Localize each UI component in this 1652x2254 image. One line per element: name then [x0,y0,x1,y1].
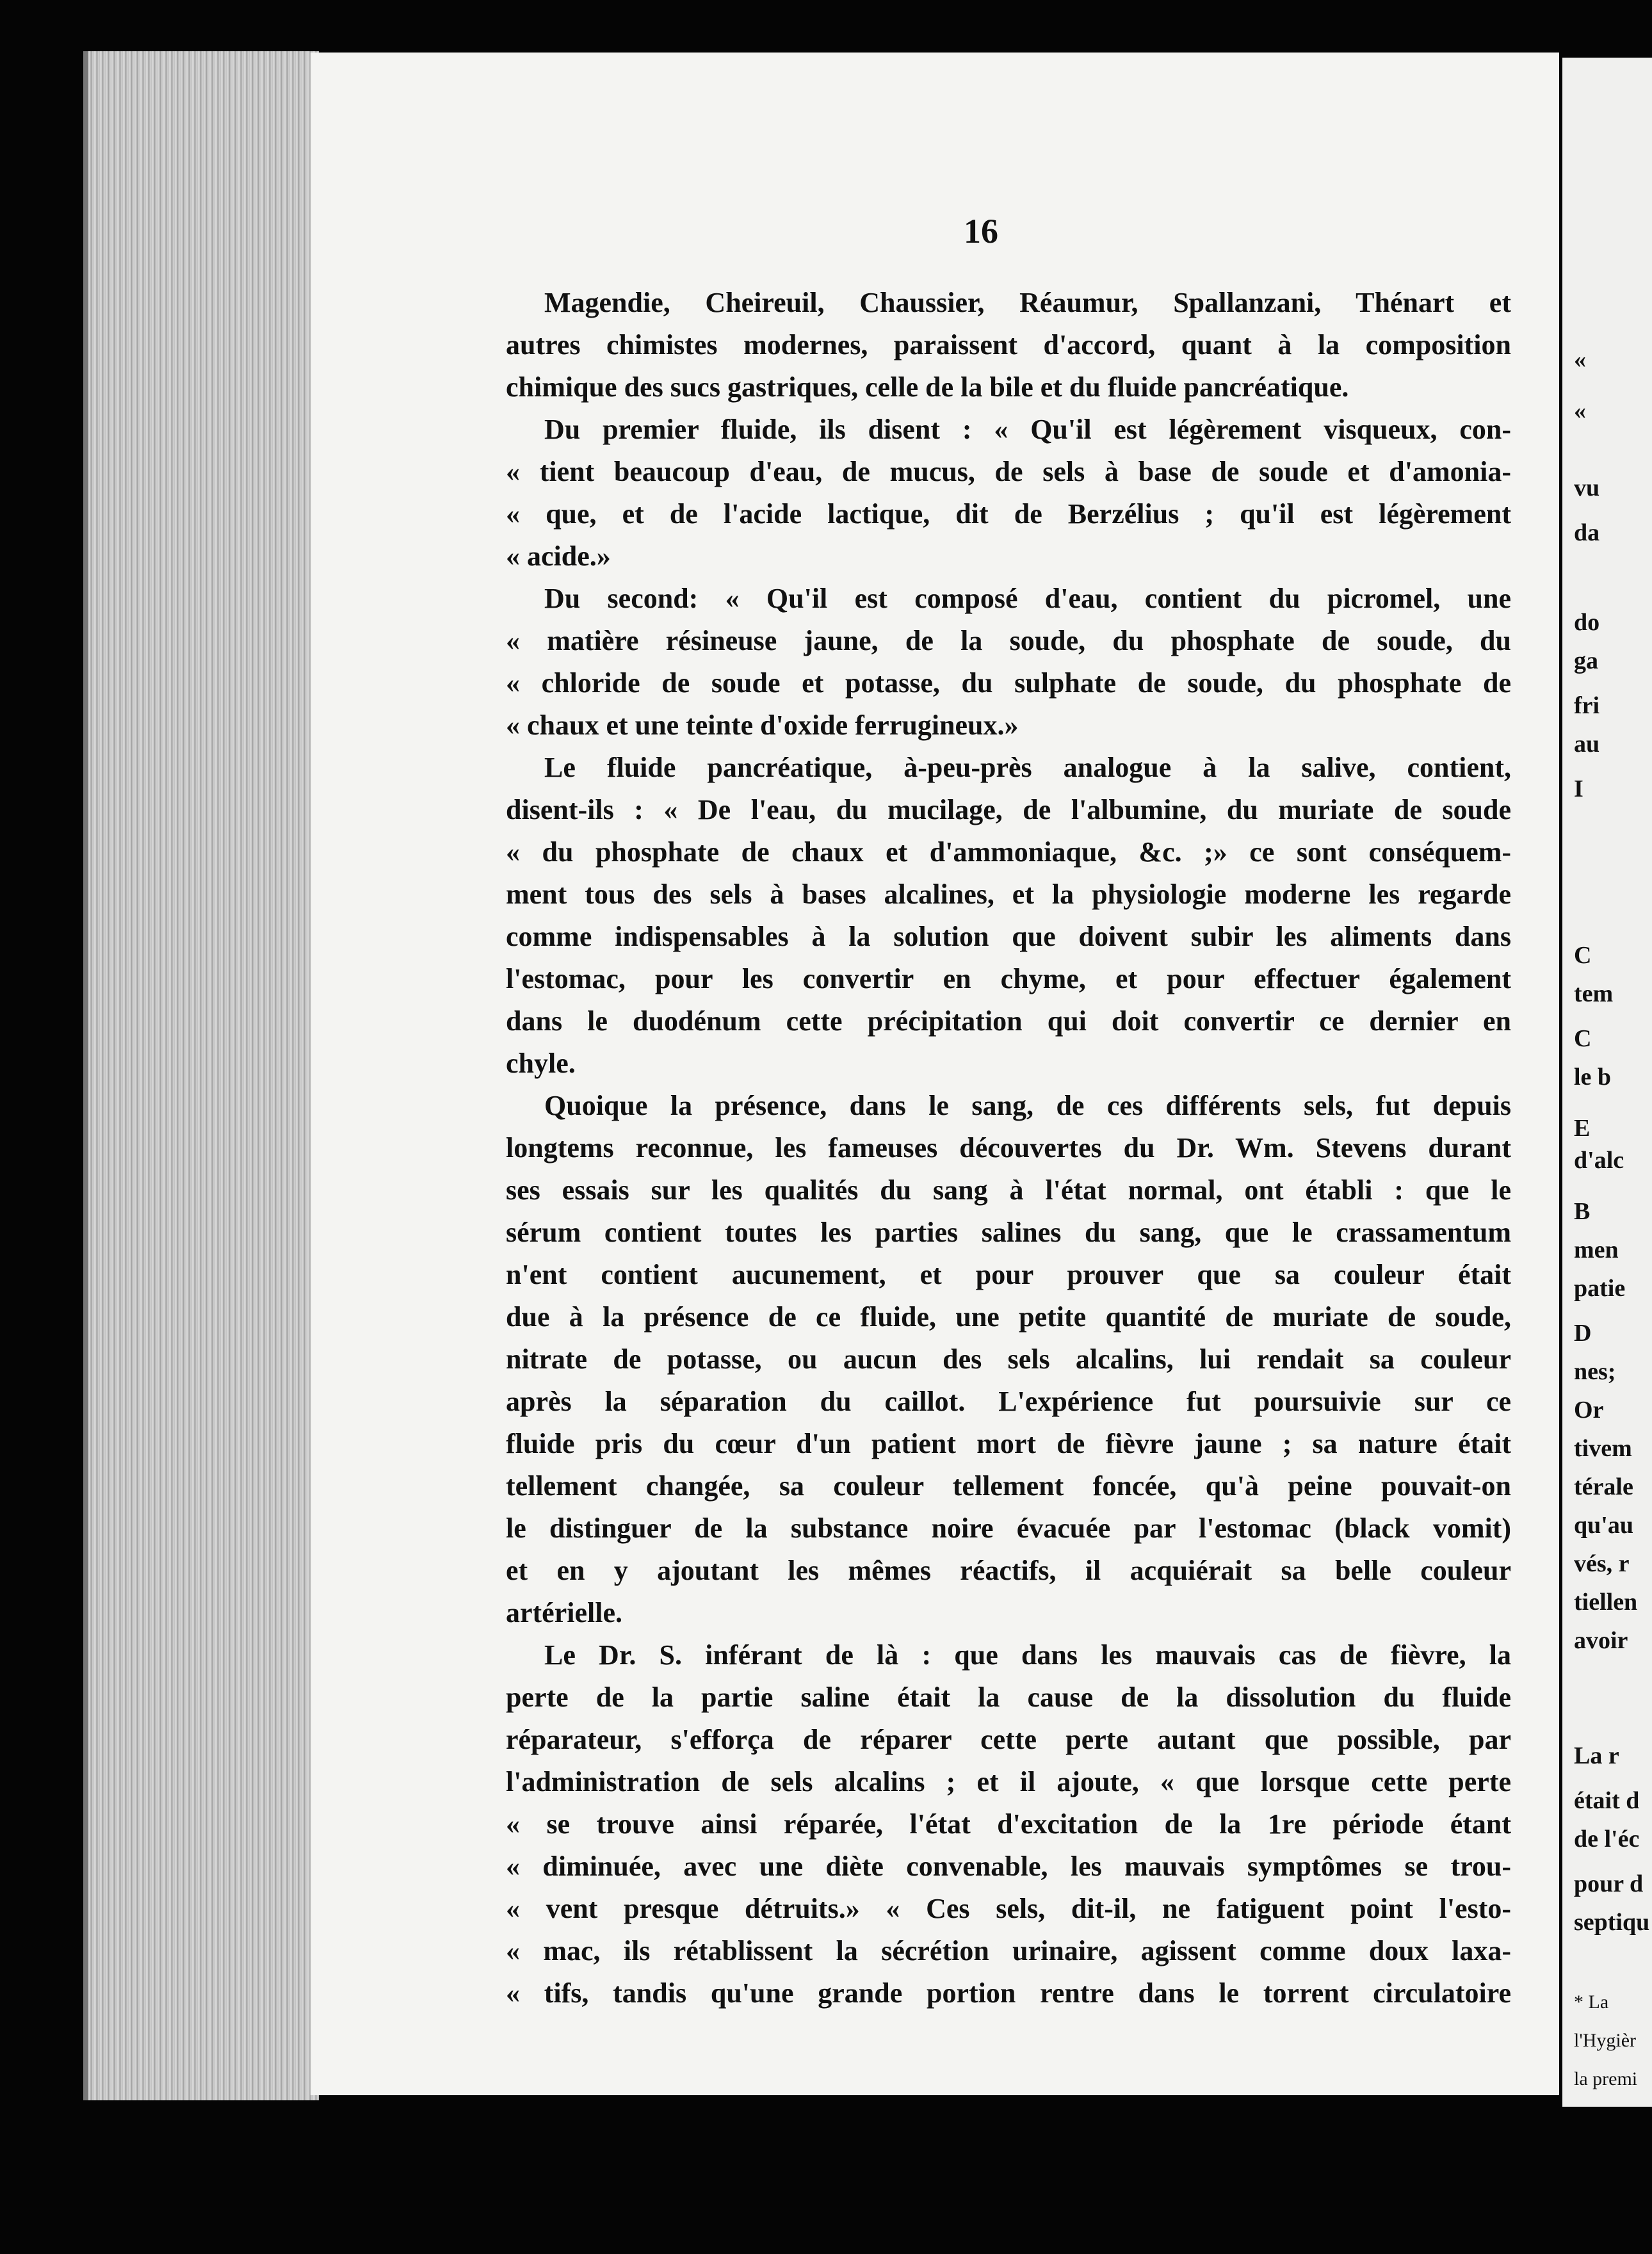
text-line: « matière résineuse jaune, de la soude, du phosphate de soude, du [506,625,1511,656]
right-page-text-fragment: l'Hygièr [1574,2030,1637,2051]
text-line: Quoique la présence, dans le sang, de ces différents sels, fut depuis [544,1090,1511,1121]
right-page-text-fragment: La r [1574,1742,1619,1769]
right-page-text-fragment: fri [1574,692,1600,719]
text-line: longtems reconnue, les fameuses découvertes du Dr. Wm. Stevens durant [506,1132,1511,1163]
right-page-text-fragment: avoir [1574,1627,1628,1654]
right-page-text-fragment: qu'au [1574,1512,1633,1539]
right-page-text-fragment: « [1574,346,1586,373]
text-line: Le Dr. S. inférant de là : que dans les mauvais cas de fièvre, la [544,1639,1511,1671]
right-page-text-fragment: * La [1574,1991,1609,2013]
text-line: chimique des sucs gastriques, celle de la bile et du fluide pancréatique. [506,371,1349,403]
text-line: « chloride de soude et potasse, du sulphate de soude, du phosphate de [506,667,1511,699]
text-line: et en y ajoutant les mêmes réactifs, il acquiérait sa belle couleur [506,1555,1511,1586]
text-line: ment tous des sels à bases alcalines, et la physiologie moderne les regarde [506,879,1511,910]
right-page-text-fragment: « [1574,398,1586,425]
right-page-text-fragment: la premi [1574,2068,1638,2089]
text-line: tellement changée, sa couleur tellement foncée, qu'à peine pouvait-on [506,1470,1511,1502]
right-page-text-fragment: C [1574,942,1592,969]
right-page-text-fragment: vés, r [1574,1550,1630,1577]
text-line: autres chimistes modernes, paraissent d'accord, quant à la composition [506,329,1511,361]
right-page-text-fragment: était d [1574,1787,1640,1814]
text-line: « vent presque détruits.» « Ces sels, dit-il, ne fatiguent point l'esto- [506,1893,1511,1924]
text-line: comme indispensables à la solution que doivent subir les aliments dans [506,921,1511,952]
right-page-text-fragment: nes; [1574,1358,1616,1385]
text-line: « se trouve ainsi réparée, l'état d'excitation de la 1re période étant [506,1808,1511,1840]
right-page-text-fragment: C [1574,1025,1592,1052]
text-line: « acide.» [506,540,611,572]
text-line: l'administration de sels alcalins ; et il ajoute, « que lorsque cette perte [506,1766,1511,1797]
right-page-text-fragment: le b [1574,1064,1612,1091]
right-page-text-fragment: I [1574,775,1583,802]
text-line: « tient beaucoup d'eau, de mucus, de sels à base de soude et d'amonia- [506,456,1511,487]
text-line: ses essais sur les qualités du sang à l'état normal, ont établi : que le [506,1174,1511,1206]
body-text [506,282,1511,2015]
text-line: le distinguer de la substance noire évacuée par l'estomac (black vomit) [506,1512,1511,1544]
right-page-text-fragment: E [1574,1115,1591,1142]
text-line: sérum contient toutes les parties salines du sang, que le crassamentum [506,1217,1511,1248]
right-page-text-fragment: au [1574,731,1600,758]
text-line: due à la présence de ce fluide, une petite quantité de muriate de soude, [506,1301,1511,1333]
page-number: 16 [964,212,998,250]
right-page-text-fragment: d'alc [1574,1147,1624,1174]
right-page-text-fragment: men [1574,1236,1619,1263]
text-line: Du premier fluide, ils disent : « Qu'il est légèrement visqueux, con- [544,414,1511,445]
text-line: fluide pris du cœur d'un patient mort de fièvre jaune ; sa nature était [506,1428,1511,1459]
text-line: disent-ils : « De l'eau, du mucilage, de l'albumine, du muriate de soude [506,794,1511,825]
right-page-text-fragment: do [1574,609,1600,636]
text-line: « chaux et une teinte d'oxide ferrugineux.» [506,709,1019,741]
right-page-text-fragment: tiellen [1574,1589,1638,1616]
text-line: Magendie, Cheireuil, Chaussier, Réaumur, Spallanzani, Thénart et [544,287,1511,318]
text-line: « diminuée, avec une diète convenable, les mauvais symptômes se trou- [506,1851,1511,1882]
text-line: « que, et de l'acide lactique, dit de Berzélius ; qu'il est légèrement [506,498,1511,530]
text-line: perte de la partie saline était la cause de la dissolution du fluide [506,1682,1511,1713]
right-page-text-fragment: tem [1574,980,1614,1007]
text-line: « tifs, tandis qu'une grande portion rentre dans le torrent circulatoire [506,1977,1511,2009]
right-page-text-fragment: Or [1574,1397,1604,1423]
right-page-text-fragment: vu [1574,474,1600,501]
right-page-text-fragment: pour d [1574,1870,1644,1897]
right-page-text-fragment: B [1574,1198,1591,1225]
text-line: Du second: « Qu'il est composé d'eau, contient du picromel, une [544,583,1511,614]
text-line: n'ent contient aucunement, et pour prouver que sa couleur était [506,1259,1511,1290]
text-line: réparateur, s'efforça de réparer cette perte autant que possible, par [506,1724,1511,1755]
text-line: « du phosphate de chaux et d'ammoniaque, &c. ;» ce sont conséquem- [506,836,1511,868]
right-page-text-fragment: de l'éc [1574,1826,1640,1853]
right-page-text-fragment: patie [1574,1275,1626,1302]
text-line: Le fluide pancréatique, à-peu-près analogue à la salive, contient, [544,752,1511,783]
right-page-text-fragment: septiqu [1574,1909,1650,1936]
text-line: l'estomac, pour les convertir en chyme, et pour effectuer également [506,963,1511,994]
text-line: « mac, ils rétablissent la sécrétion urinaire, agissent comme doux laxa- [506,1935,1511,1966]
right-page-text-fragment: térale [1574,1473,1633,1500]
text-line: après la séparation du caillot. L'expérience fut poursuivie sur ce [506,1386,1511,1417]
right-page-text-fragment: ga [1574,647,1598,674]
right-page-fragment [1562,58,1652,2107]
right-page-text-fragment: D [1574,1320,1592,1347]
book-page-edges [83,51,319,2100]
right-page-text-fragment: da [1574,519,1600,546]
text-line: artérielle. [506,1597,622,1628]
text-line: chyle. [506,1048,576,1079]
right-page-text-fragment: tivem [1574,1435,1632,1462]
text-line: dans le duodénum cette précipitation qui doit convertir ce dernier en [506,1005,1511,1037]
text-line: nitrate de potasse, ou aucun des sels alcalins, lui rendait sa couleur [506,1343,1511,1375]
